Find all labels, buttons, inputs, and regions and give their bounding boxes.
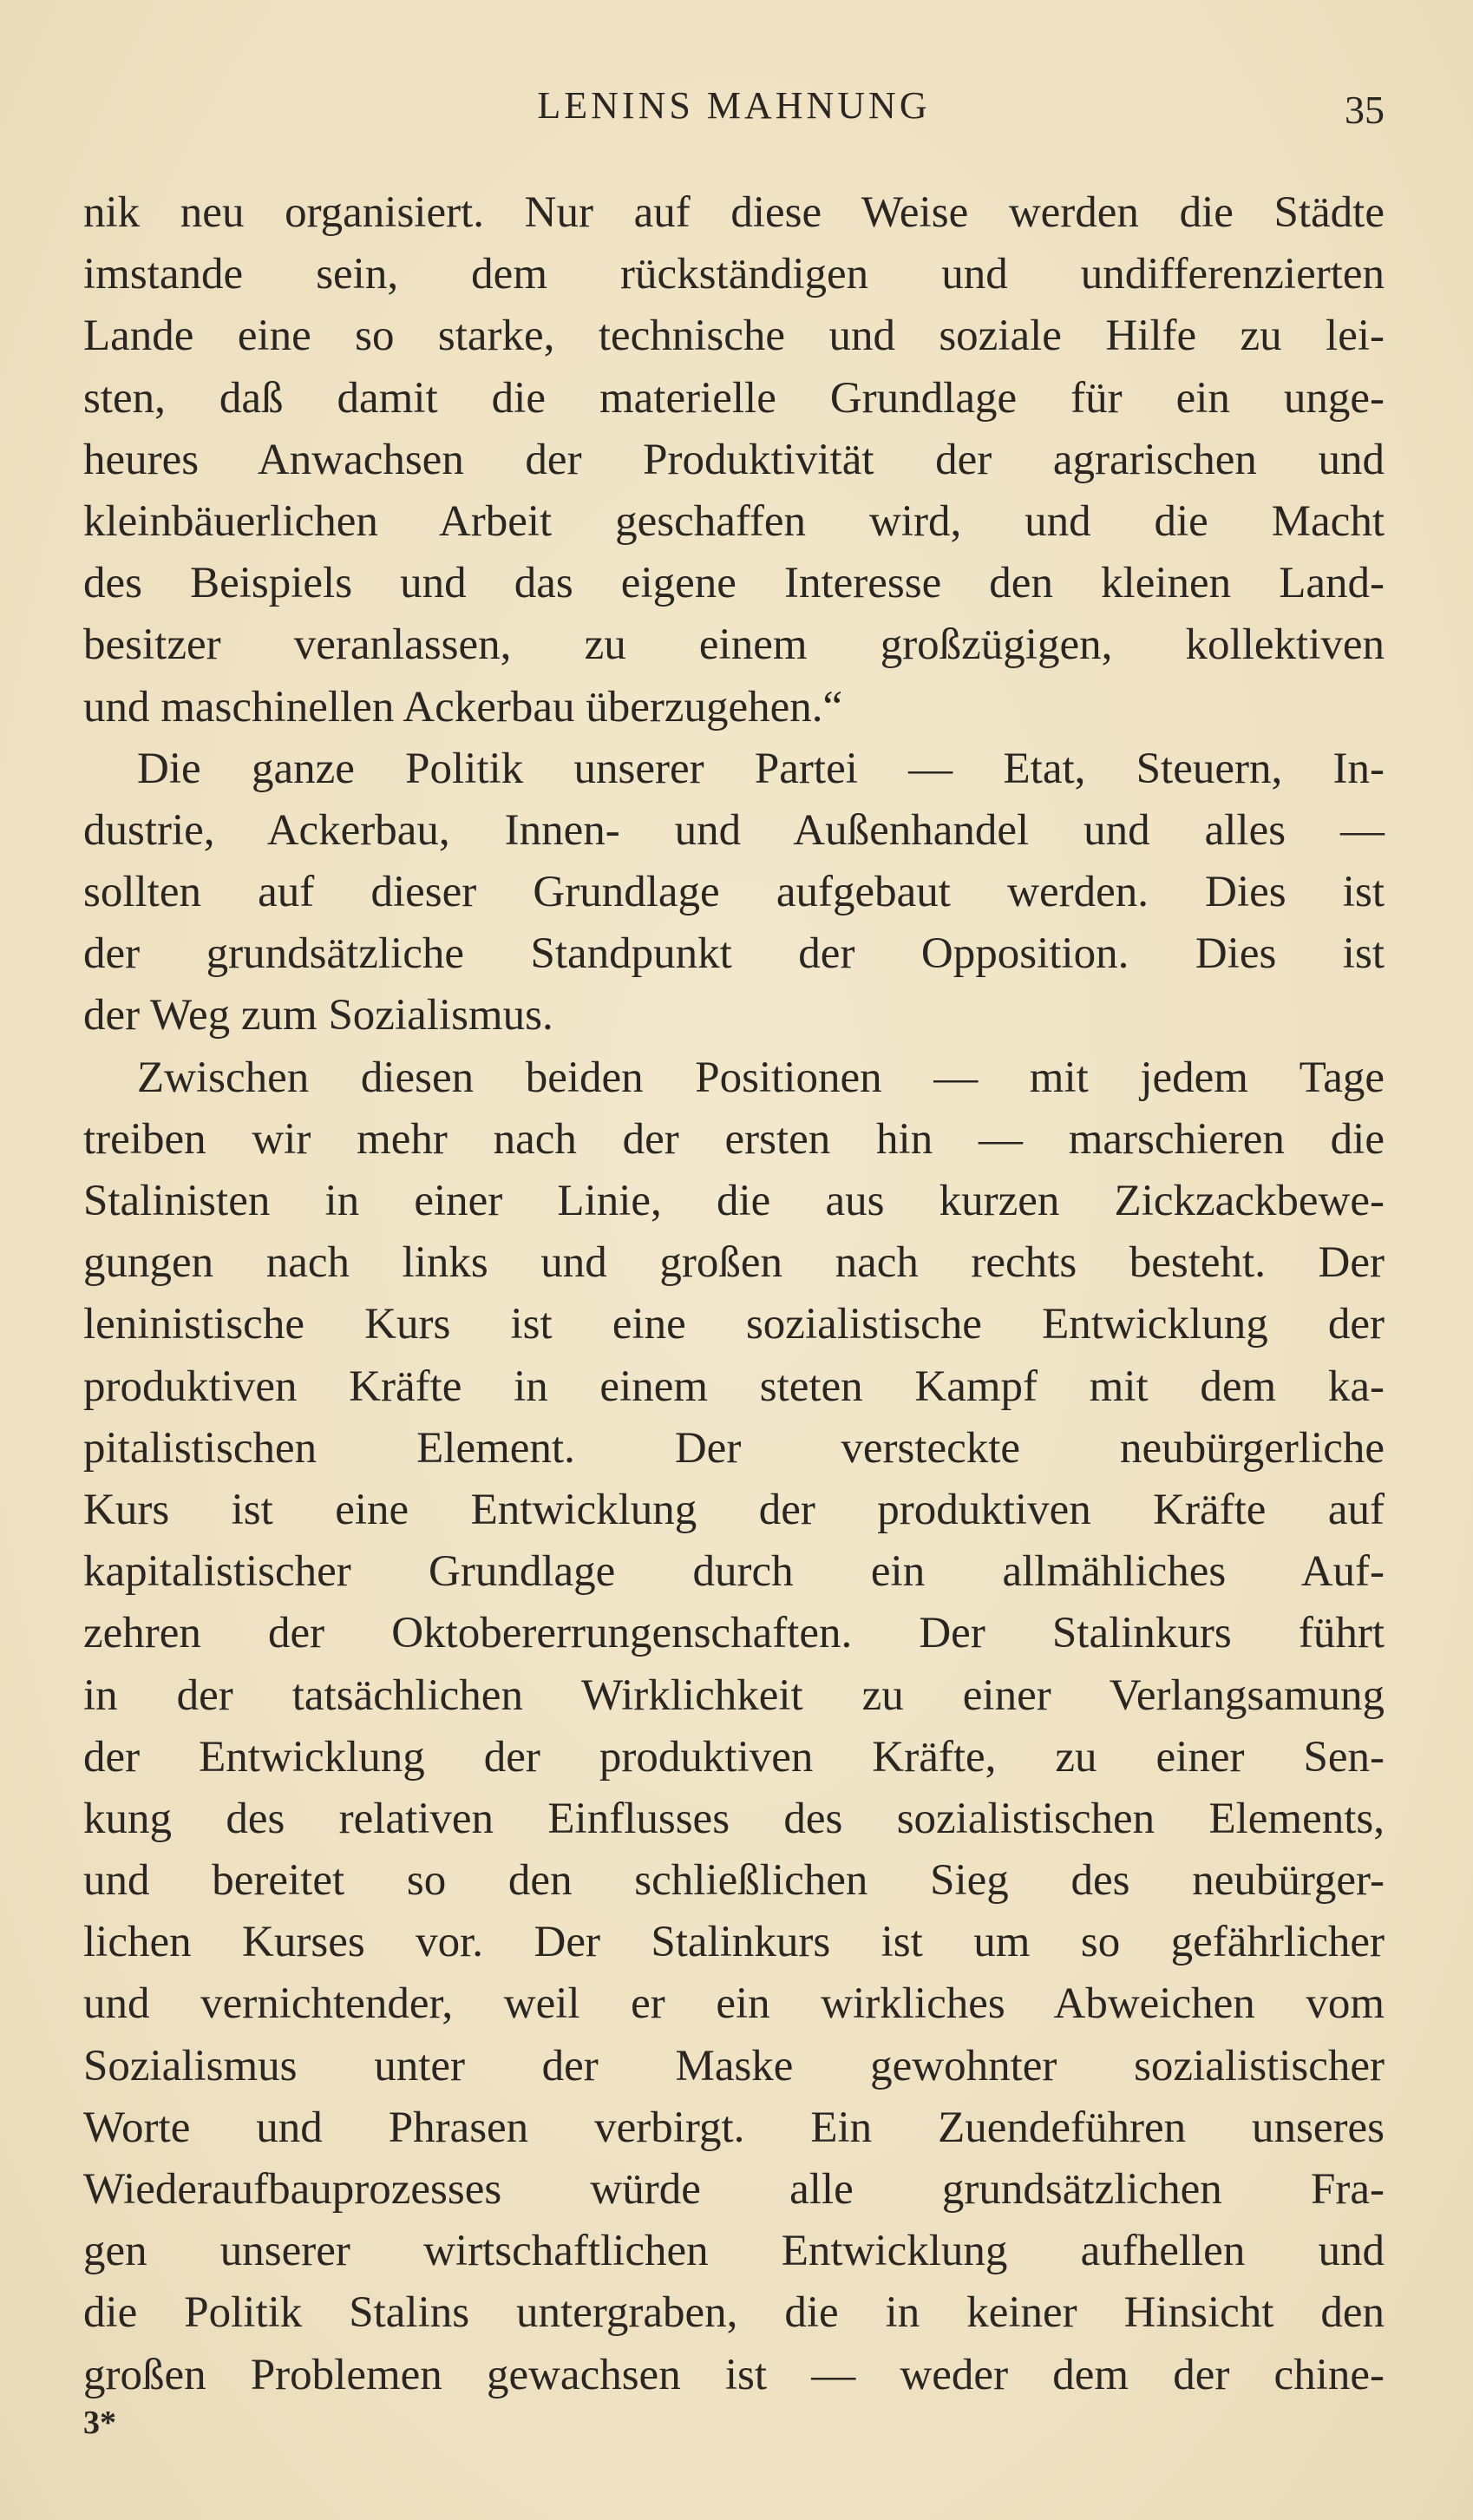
text-line: sten, daß damit die materielle Grundlage für ein unge-: [83, 373, 1385, 423]
text-line: des Beispiels und das eigene Interesse den kleinen Land-: [83, 559, 1385, 608]
text-line: lichen Kurses vor. Der Stalinkurs ist um so gefährlicher: [83, 1918, 1385, 1967]
text-line: die Politik Stalins untergraben, die in keiner Hinsicht den: [83, 2288, 1385, 2338]
text-line: imstande sein, dem rückständigen und undifferenzierten: [83, 250, 1385, 299]
text-line: kleinbäuerlichen Arbeit geschaffen wird, und die Macht: [83, 496, 1385, 546]
text-line: Wiederaufbauprozesses würde alle grundsätzlichen Fra-: [83, 2165, 1385, 2214]
text-line: heures Anwachsen der Produktivität der agrarischen und: [83, 435, 1385, 484]
text-line: sollten auf dieser Grundlage aufgebaut werden. Dies ist: [83, 868, 1385, 917]
text-line: pitalistischen Element. Der versteckte neubürgerliche: [83, 1423, 1385, 1473]
text-line: kung des relativen Einflusses des sozialistischen Elements,: [83, 1794, 1385, 1843]
text-line: Worte und Phrasen verbirgt. Ein Zuendeführen unseres: [83, 2103, 1385, 2152]
text-line: besitzer veranlassen, zu einem großzügigen, kollektiven: [83, 620, 1385, 670]
text-line: zehren der Oktobererrungenschaften. Der Stalinkurs führt: [83, 1609, 1385, 1658]
text-line: der grundsätzliche Standpunkt der Opposition. Dies ist: [83, 929, 1385, 979]
text-line: nik neu organisiert. Nur auf diese Weise werden die Städte: [83, 188, 1385, 237]
text-line: gungen nach links und großen nach rechts besteht. Der: [83, 1238, 1385, 1288]
text-line: Stalinisten in einer Linie, die aus kurzen Zickzackbewe-: [83, 1177, 1385, 1225]
text-line: großen Problemen gewachsen ist — weder dem der chine-: [83, 2350, 1385, 2399]
page-number: 35: [1345, 88, 1385, 132]
text-line: der Weg zum Sozialismus.: [83, 991, 553, 1040]
text-line: kapitalistischer Grundlage durch ein allmähliches Auf-: [83, 1547, 1385, 1597]
text-line: dustrie, Ackerbau, Innen- und Außenhandel und alles —: [83, 805, 1385, 855]
text-line: und maschinellen Ackerbau überzugehen.“: [83, 682, 843, 732]
text-line: und vernichtender, weil er ein wirkliches Abweichen vom: [83, 1979, 1385, 2029]
text-line: in der tatsächlichen Wirklichkeit zu einer Verlangsamung: [83, 1670, 1385, 1720]
signature-mark: 3*: [83, 2405, 116, 2441]
text-line: Lande eine so starke, technische und soziale Hilfe zu lei-: [83, 312, 1385, 361]
text-line: gen unserer wirtschaftlichen Entwicklung aufhellen und: [83, 2227, 1385, 2276]
text-line: der Entwicklung der produktiven Kräfte, zu einer Sen-: [83, 1732, 1385, 1782]
running-title: LENINS MAHNUNG: [537, 84, 931, 127]
text-line: Die ganze Politik unserer Partei — Etat, Steuern, In-: [137, 744, 1385, 793]
text-line: leninistische Kurs ist eine sozialistische Entwicklung der: [83, 1300, 1385, 1349]
text-line: treiben wir mehr nach der ersten hin — marschieren die: [83, 1114, 1385, 1164]
text-line: produktiven Kräfte in einem steten Kampf mit dem ka-: [83, 1362, 1385, 1411]
body-text: [83, 182, 1385, 2406]
text-line: und bereitet so den schließlichen Sieg des neubürger-: [83, 1856, 1385, 1906]
text-line: Zwischen diesen beiden Positionen — mit jedem Tage: [137, 1053, 1385, 1102]
text-line: Sozialismus unter der Maske gewohnter sozialistischer: [83, 2041, 1385, 2090]
page-header: [83, 83, 1385, 135]
text-line: Kurs ist eine Entwicklung der produktiven Kräfte auf: [83, 1485, 1385, 1534]
